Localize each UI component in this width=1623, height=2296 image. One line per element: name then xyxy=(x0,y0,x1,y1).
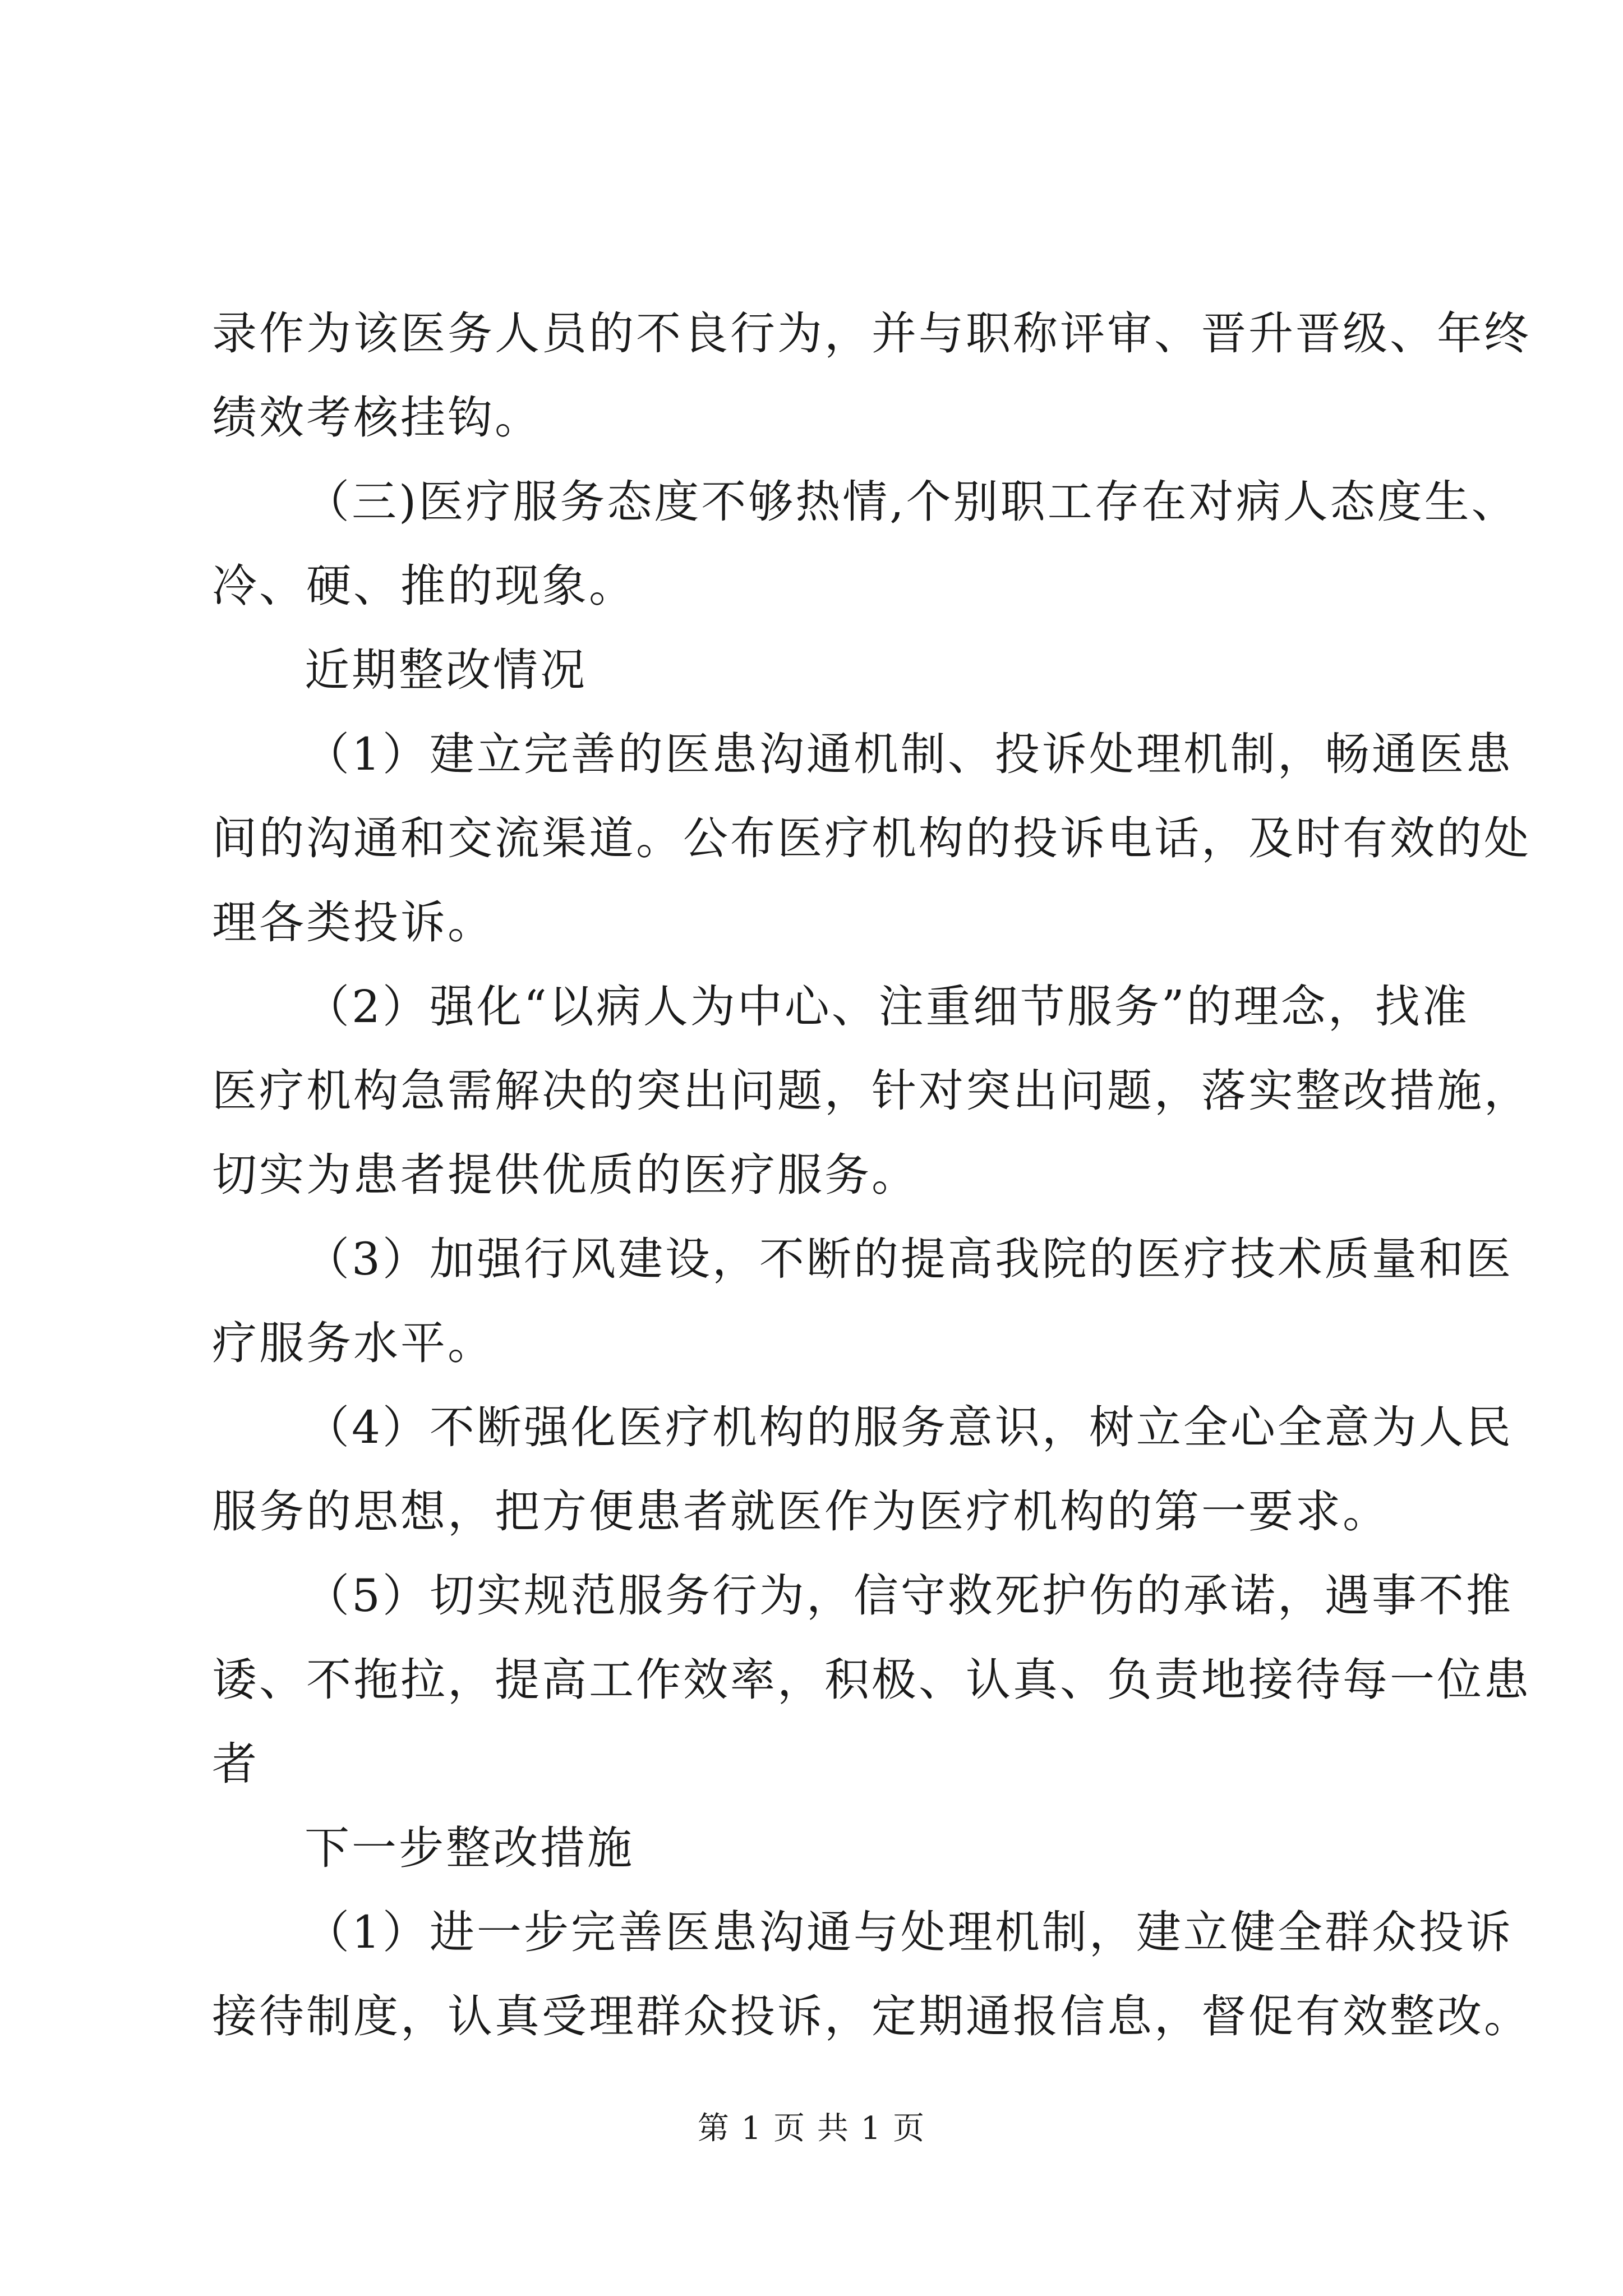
text-line: （3）加强行风建设，不断的提高我院的医疗技术质量和医 xyxy=(305,1233,1513,1285)
text-line: （三)医疗服务态度不够热情,个别职工存在对病人态度生、 xyxy=(305,476,1519,528)
text-line: 切实为患者提供优质的医疗服务。 xyxy=(212,1149,919,1201)
text-line: （5）切实规范服务行为，信守救死护伤的承诺，遇事不推 xyxy=(305,1570,1513,1622)
text-line: 理各类投诉。 xyxy=(212,896,495,949)
text-line: 疗服务水平。 xyxy=(212,1317,495,1369)
section-heading: 近期整改情况 xyxy=(305,644,587,696)
text-line: （2）强化“以病人为中心、注重细节服务”的理念，找准 xyxy=(305,981,1469,1033)
text-line: 者 xyxy=(212,1738,259,1790)
text-line: 诿、不拖拉，提高工作效率，积极、认真、负责地接待每一位患 xyxy=(212,1654,1531,1706)
text-line: 录作为该医务人员的不良行为，并与职称评审、晋升晋级、年终 xyxy=(212,307,1531,360)
text-line: 服务的思想，把方便患者就医作为医疗机构的第一要求。 xyxy=(212,1485,1390,1538)
text-line: 接待制度，认真受理群众投诉，定期通报信息，督促有效整改。 xyxy=(212,1990,1531,2042)
text-line: 间的沟通和交流渠道。公布医疗机构的投诉电话，及时有效的处 xyxy=(212,812,1531,864)
text-line: 绩效考核挂钩。 xyxy=(212,392,542,444)
text-line: （1）进一步完善医患沟通与处理机制，建立健全群众投诉 xyxy=(305,1906,1513,1958)
section-heading: 下一步整改措施 xyxy=(305,1822,634,1874)
text-line: 医疗机构急需解决的突出问题，针对突出问题，落实整改措施， xyxy=(212,1065,1531,1117)
text-line: （1）建立完善的医患沟通机制、投诉处理机制，畅通医患 xyxy=(305,728,1513,780)
text-line: （4）不断强化医疗机构的服务意识，树立全心全意为人民 xyxy=(305,1401,1513,1453)
text-line: 冷、硬、推的现象。 xyxy=(212,560,636,612)
page-footer: 第 1 页 共 1 页 xyxy=(697,2110,926,2147)
